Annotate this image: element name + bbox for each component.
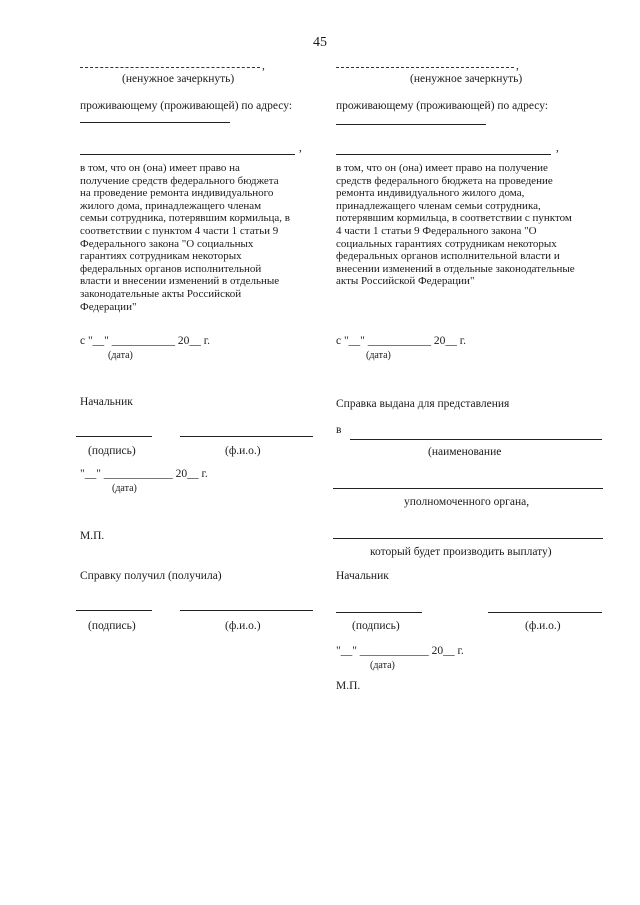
left-date-label: (дата) bbox=[108, 350, 133, 361]
right-cross-out-note: (ненужное зачеркнуть) bbox=[410, 73, 523, 85]
right-paragraph bbox=[336, 162, 575, 288]
left-address-label: проживающему (проживающей) по адресу: bbox=[80, 100, 293, 112]
right-paragraph-line: ремонта индивидуального жилого дома, bbox=[336, 187, 525, 200]
left-address-line-2 bbox=[80, 154, 295, 155]
left-paragraph-line: Федерации" bbox=[80, 300, 137, 313]
left-fio-label-2: (ф.и.о.) bbox=[225, 620, 261, 632]
left-paragraph-line: гарантиях сотрудникам некоторых bbox=[80, 250, 242, 263]
right-paragraph-line: социальных гарантиях сотрудникам некоторых bbox=[336, 237, 557, 250]
right-address-line-2 bbox=[336, 154, 551, 155]
left-date-line: "__" ____________ 20__ г. bbox=[80, 468, 208, 480]
left-paragraph-line: власти и внесении изменений в отдельные bbox=[80, 275, 280, 288]
left-fio-line bbox=[180, 436, 313, 437]
right-date-from: с "__" ___________ 20__ г. bbox=[336, 335, 467, 347]
left-paragraph-line: жилого дома, принадлежащего членам bbox=[80, 199, 262, 212]
left-cross-out-note: (ненужное зачеркнуть) bbox=[122, 73, 235, 85]
right-signature-label: (подпись) bbox=[352, 620, 400, 632]
right-date-line: "__" ____________ 20__ г. bbox=[336, 645, 464, 657]
right-fio-line bbox=[488, 612, 602, 613]
left-cross-out-comma: , bbox=[262, 60, 265, 72]
right-fio-label: (ф.и.о.) bbox=[525, 620, 561, 632]
left-received-label: Справку получил (получила) bbox=[80, 570, 222, 582]
left-mp-label: М.П. bbox=[80, 530, 105, 542]
right-issued-for-label: Справка выдана для представления bbox=[336, 398, 510, 410]
right-mp-label: М.П. bbox=[336, 680, 361, 692]
right-paragraph-line: внесении изменений в отдельные законодательные bbox=[336, 262, 575, 275]
right-address-label: проживающему (проживающей) по адресу: bbox=[336, 100, 549, 112]
left-paragraph bbox=[80, 162, 290, 313]
left-signature-label: (подпись) bbox=[88, 445, 136, 457]
left-signature-line-2 bbox=[76, 610, 152, 611]
right-paragraph-line: принадлежащего членам семьи сотрудника, bbox=[336, 199, 541, 212]
left-date-label-2: (дата) bbox=[112, 483, 137, 494]
right-authority-line bbox=[333, 488, 603, 489]
right-in-label: в bbox=[336, 424, 342, 436]
left-address-comma: , bbox=[299, 142, 302, 154]
right-paragraph-line: средств федерального бюджета на проведение bbox=[336, 174, 553, 187]
right-cross-out-line bbox=[336, 67, 514, 68]
right-paragraph-line: в том, что он (она) имеет право на получение bbox=[336, 162, 548, 174]
left-address-line-1 bbox=[80, 122, 230, 123]
left-paragraph-line: на проведение ремонта индивидуального bbox=[80, 187, 274, 200]
right-signature-line bbox=[336, 612, 422, 613]
left-paragraph-line: в том, что он (она) имеет право на bbox=[80, 162, 240, 174]
left-paragraph-line: семьи сотрудника, потерявшим кормильца, в bbox=[80, 212, 290, 225]
left-paragraph-line: соответствии с пунктом 4 части 1 статьи 9 bbox=[80, 224, 279, 237]
right-date-label: (дата) bbox=[366, 350, 391, 361]
left-cross-out-line bbox=[80, 67, 260, 68]
left-signature-line bbox=[76, 436, 152, 437]
left-paragraph-line: законодательные акты Российской bbox=[80, 287, 242, 300]
right-payment-label: который будет производить выплату) bbox=[370, 546, 552, 558]
right-name-label: (наименование bbox=[428, 446, 502, 458]
left-signature-label-2: (подпись) bbox=[88, 620, 136, 632]
right-payment-line bbox=[333, 538, 603, 539]
right-address-comma: , bbox=[556, 142, 559, 154]
left-paragraph-line: федеральных органов исполнительной bbox=[80, 262, 262, 275]
right-recipient-line bbox=[350, 439, 602, 440]
left-paragraph-line: Федерального закона "О социальных bbox=[80, 237, 254, 250]
right-paragraph-line: 4 части 1 статьи 9 Федерального закона "О bbox=[336, 224, 537, 237]
left-fio-label: (ф.и.о.) bbox=[225, 445, 261, 457]
left-chief-label: Начальник bbox=[80, 396, 133, 408]
right-address-line-1 bbox=[336, 124, 486, 125]
left-paragraph-line: получение средств федерального бюджета bbox=[80, 174, 279, 187]
left-fio-line-2 bbox=[180, 610, 313, 611]
right-paragraph-line: федеральных органов исполнительной власти и bbox=[336, 250, 560, 263]
left-date-from: с "__" ___________ 20__ г. bbox=[80, 335, 211, 347]
right-date-label-2: (дата) bbox=[370, 660, 395, 671]
right-cross-out-comma: , bbox=[516, 60, 519, 72]
right-authority-label: уполномоченного органа, bbox=[404, 496, 530, 508]
right-paragraph-line: потерявшим кормильца, в соответствии с пунктом bbox=[336, 212, 572, 225]
page-number: 45 bbox=[313, 35, 327, 50]
right-chief-label: Начальник bbox=[336, 570, 389, 582]
right-paragraph-line: акты Российской Федерации" bbox=[336, 275, 475, 288]
